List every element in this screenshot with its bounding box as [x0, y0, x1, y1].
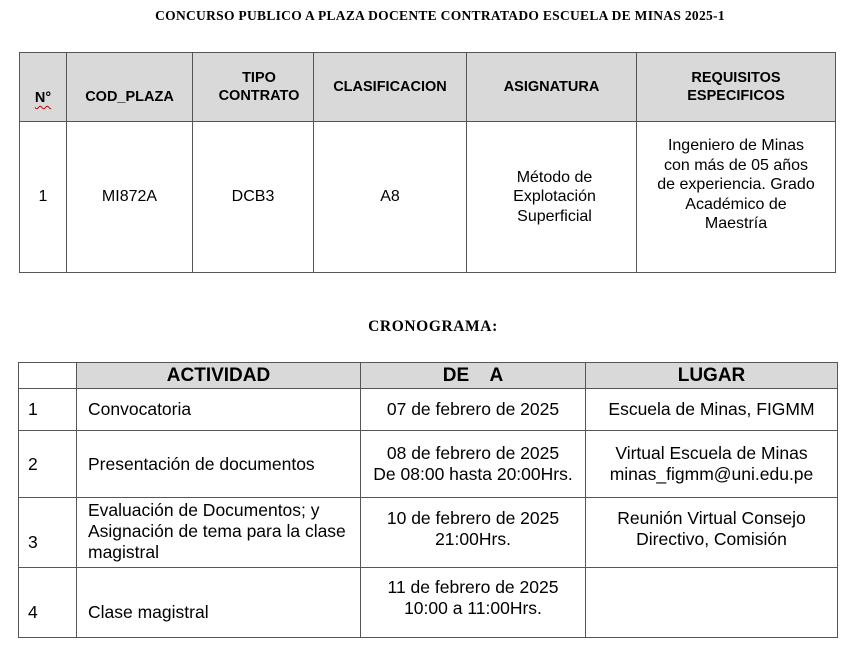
header-tipo-contrato	[193, 53, 314, 122]
requisitos-line: Académico de	[685, 195, 787, 213]
header-fecha: DE A	[361, 363, 586, 389]
plaza-clasificacion: A8	[314, 122, 467, 273]
lugar-line: Virtual Escuela de Minas	[615, 443, 808, 463]
row-fecha	[361, 568, 586, 638]
header-req-line-1: REQUISITOS	[691, 70, 781, 86]
actividad-line: Evaluación de Documentos; y	[88, 500, 320, 520]
row-lugar-empty	[586, 568, 838, 638]
cronograma-title: CRONOGRAMA:	[368, 318, 498, 335]
actividad-line: Asignación de tema para la clase	[88, 521, 346, 541]
fecha-line: 10:00 a 11:00Hrs.	[404, 598, 542, 618]
requisitos-line: Maestría	[704, 215, 768, 232]
row-lugar	[586, 389, 838, 431]
row-index: 1	[19, 389, 77, 431]
requisitos-line: de experiencia. Grado	[657, 176, 815, 193]
header-lugar: LUGAR	[586, 363, 838, 389]
header-requisitos	[637, 53, 836, 122]
requisitos-line: Ingeniero de Minas	[667, 137, 805, 154]
header-idx	[19, 363, 77, 389]
lugar-line: Reunión Virtual Consejo	[617, 508, 806, 528]
row-index: 3	[19, 498, 77, 568]
row-actividad	[77, 498, 361, 568]
plaza-cod: MI872A	[67, 122, 193, 273]
row-fecha	[361, 431, 586, 498]
actividad-line: magistral	[88, 542, 159, 562]
asignatura-line: Explotación	[513, 188, 596, 206]
row-index: 2	[19, 431, 77, 498]
row-fecha	[361, 498, 586, 568]
header-tipo-line-2: CONTRATO	[218, 88, 300, 104]
row-actividad	[77, 389, 361, 431]
lugar-line: Escuela de Minas, FIGMM	[608, 399, 815, 419]
fecha-line: 11 de febrero de 2025	[387, 577, 559, 597]
requisitos-line: con más de 05 años	[663, 156, 809, 174]
row-lugar	[586, 431, 838, 498]
cronograma-row	[19, 498, 838, 568]
header-actividad: ACTIVIDAD	[77, 363, 361, 389]
actividad-line: Presentación de documentos	[88, 453, 315, 474]
cronograma-row	[19, 389, 838, 431]
plaza-tipo: DCB3	[193, 122, 314, 273]
document-title: CONCURSO PUBLICO A PLAZA DOCENTE CONTRATADO ESCUELA DE MINAS 2025-1	[155, 8, 725, 23]
actividad-line: Clase magistral	[88, 602, 209, 622]
header-clasificacion: CLASIFICACION	[314, 53, 467, 122]
fecha-line: 10 de febrero de 2025	[386, 508, 560, 528]
cronograma-header-row	[19, 363, 838, 389]
lugar-email[interactable]: minas_figmm@uni.edu.pe	[609, 464, 814, 484]
header-cod-plaza: COD_PLAZA	[67, 53, 193, 122]
row-actividad	[77, 431, 361, 498]
plazas-header-row	[20, 53, 836, 122]
header-num-label: N°	[34, 90, 52, 106]
header-asignatura: ASIGNATURA	[467, 53, 637, 122]
plazas-row	[20, 122, 836, 273]
asignatura-line: Superficial	[517, 207, 592, 225]
plaza-num: 1	[20, 122, 67, 273]
fecha-line: De 08:00 hasta 20:00Hrs.	[373, 464, 573, 484]
fecha-line: 21:00Hrs.	[435, 529, 511, 549]
cronograma-row	[19, 431, 838, 498]
row-index: 4	[19, 568, 77, 638]
asignatura-line: Método de	[516, 168, 593, 186]
plaza-asignatura	[467, 122, 637, 273]
header-tipo-line-1: TIPO	[242, 70, 276, 86]
header-req-line-2: ESPECIFICOS	[687, 88, 785, 104]
header-num	[20, 53, 67, 122]
lugar-line: Directivo, Comisión	[636, 529, 787, 549]
row-actividad	[77, 568, 361, 638]
fecha-line: 07 de febrero de 2025	[386, 399, 560, 419]
cronograma-table	[18, 362, 838, 638]
cronograma-row	[19, 568, 838, 638]
plazas-table	[19, 52, 836, 273]
row-fecha	[361, 389, 586, 431]
actividad-line: Convocatoria	[88, 399, 192, 419]
fecha-line: 08 de febrero de 2025	[386, 443, 560, 463]
plaza-requisitos	[637, 122, 836, 273]
row-lugar	[586, 498, 838, 568]
